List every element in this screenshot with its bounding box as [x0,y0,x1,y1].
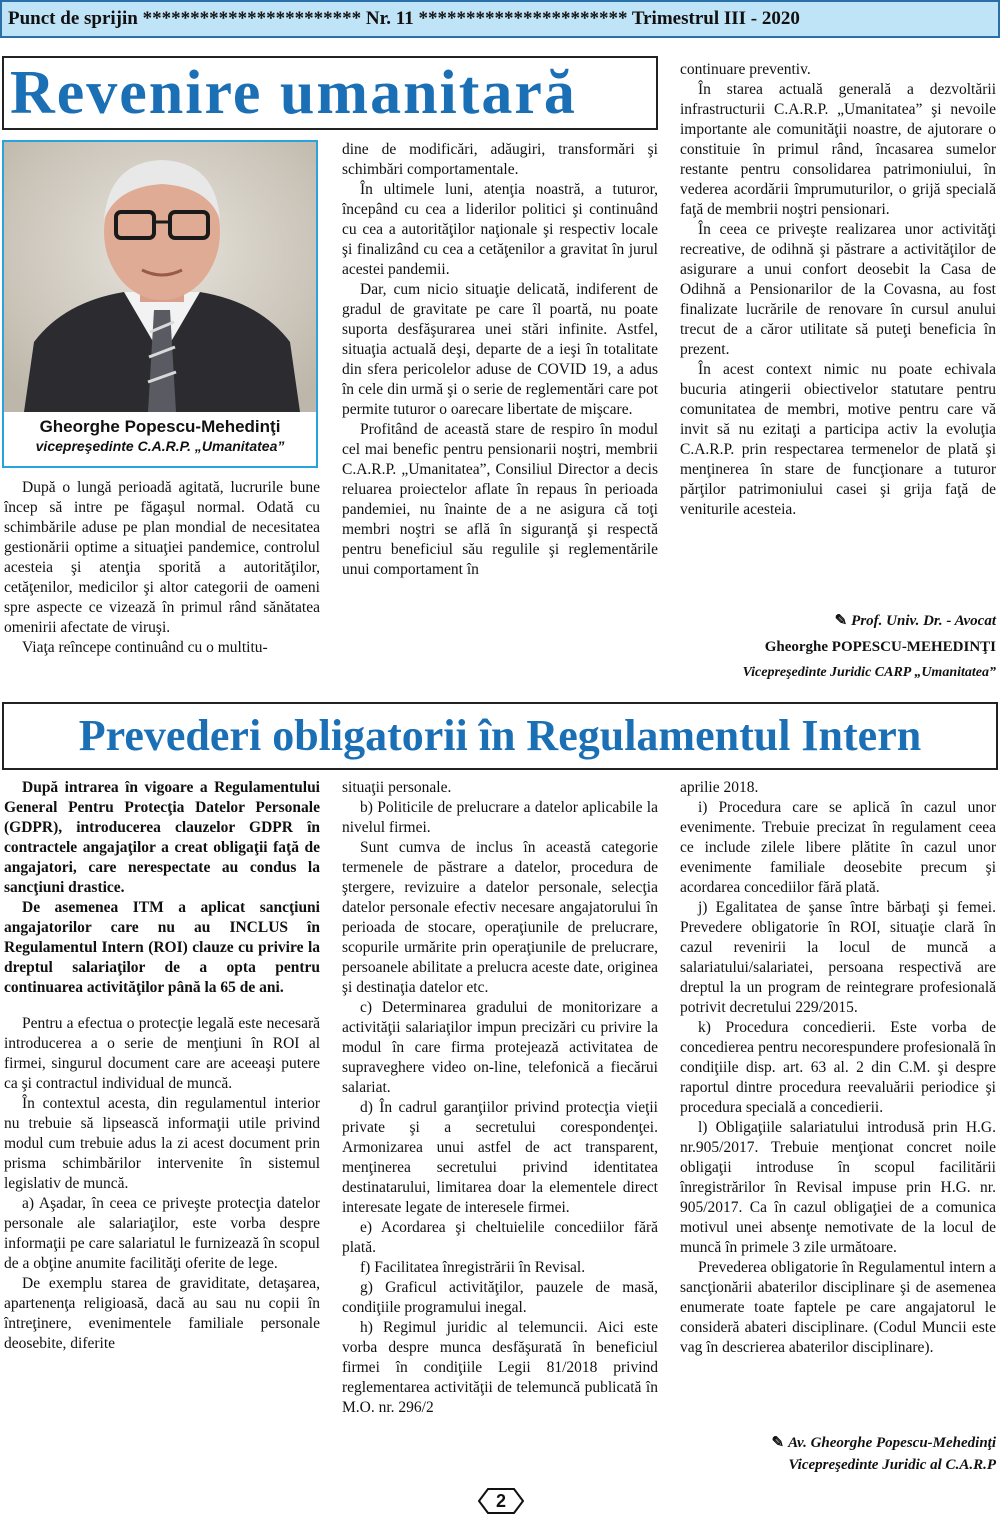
paragraph: c) Determinarea gradului de monitorizare a activităţii salariaţilor impun precizări cu privire la modul în care firma protejează activitatea de supraveghere video on-line, telefonică a fiecărui salariat. [342,999,658,1096]
paragraph: În ultimele luni, atenţia noastră, a tuturor, începând cu cea a liderilor politici şi continuând cu cea a autorităţilor naţionale şi respectiv locale şi finalizând cu cea a cetăţenilor a gravitat în jurul acestei pandemii. [342,181,658,278]
article1-title-box [2,56,658,130]
paragraph: a) Aşadar, în ceea ce priveşte protecţia datelor personale ale salariaţilor, este vorba despre informaţii pe care salariatul le furnizează în scopul de a obţine anumite facilităţi oferite de lege. [4,1195,320,1272]
paragraph: În starea actuală generală a dezvoltării infrastructurii C.A.R.P. „Umanitatea” şi nevoile importante ale comunităţii noastre, de ajutorare o constituie în primul rând, încasarea sumelor restante pentru consolidarea patrimoniului, în vederea acordării împrumuturilor, o grijă specială faţă de membrii noştri pensionari. [680,81,996,218]
paragraph: După o lungă perioadă agitată, lucrurile bune încep să intre pe făgaşul normal. Odată cu schimbările aduse pe plan mondial de necesitatea gestionării optime a situaţiei pandemice, controlul acesteia şi atenţia sporită a autorităţilor, cetăţenilor, medicilor şi altor categorii de oameni spre aspecte ce vizează în primul rând sănătatea omenirii afectate de viruşi. [4,479,320,636]
pen-nib-icon: ✎ [834,613,848,629]
signature-role-line: Vicepreşedinte Juridic CARP „Umanitatea” [742,665,996,680]
article2-title-box [2,702,998,770]
paragraph: b) Politicile de prelucrare a datelor aplicabile la nivelul firmei. [342,799,658,836]
paragraph: dine de modificări, adăugiri, transformări şi schimbări comportamentale. [342,141,658,178]
page-number-badge [478,1488,524,1514]
caption-name: Gheorghe Popescu-Mehedinţi [39,417,281,436]
paragraph: continuare preventiv. [680,61,811,78]
issue-header: Punct de sprijin *********************** Nr. 11 ********************** Trimestrul III - 2020 [0,0,1000,38]
paragraph: aprilie 2018. [680,779,759,796]
paragraph: situaţii personale. [342,779,452,796]
paragraph: h) Regimul juridic al telemuncii. Aici este vorba despre munca desfăşurată în beneficiul firmei în condiţiile Legii 81/2018 privind reglementarea activităţii de telemuncă publicată în M.O. nr. 296/2 [342,1319,658,1416]
paragraph: În contextul acesta, din regulamentul interior nu trebuie să lipsească informaţii utile privind modul cum trebuie adus la zi acest document prin prisma schimbărilor intervenite în sistemul legislativ de muncă. [4,1095,320,1192]
paragraph: Profitând de această stare de respiro în modul cel mai benefic pentru pensionarii noştri, membrii C.A.R.P. „Umanitatea”, Consiliul Director a decis reluarea proiectelor aflate în repaus în perioada pandemiei, nu înainte de a ne asigura că toţi membri noştri se află în siguranţă şi respectă pentru beneficiul său regulile şi reglementările unui comportament în [342,421,658,578]
article2-column-3 [680,778,996,1430]
signature-name-line: Gheorghe POPESCU-MEHEDINŢI [764,639,996,655]
caption-role: vicepreşedinte C.A.R.P. „Umanitatea” [35,438,285,454]
article1-signature [680,608,996,692]
article1-column-1 [4,478,320,688]
paragraph: De exemplu starea de graviditate, detaşarea, apartenenţa religioasă, dacă au sau nu copii în întreţinere, evenimentele familiale personale deosebite, diferite [4,1275,320,1352]
article1-column-2 [342,140,658,690]
paragraph: Prevederea obligatorie în Regulamentul intern a sancţionării abaterilor disciplinare şi de asemenea enumerate toate faptele pe care angajatorul le consideră abateri disciplinare. (Codul Muncii este vag în descrierea abaterilor disciplinare). [680,1259,996,1356]
paragraph: j) Egalitatea de şanse între bărbaţi şi femei. Prevedere obligatorie în ROI, situaţie clară în cazul revenirii la locul de muncă a salariatului/salariatei, persoana respectivă are dreptul la un program de reintegrare profesională potrivit decretului 229/2015. [680,899,996,1016]
signature-name-line: ✎ Av. Gheorghe Popescu-Mehedinţi [680,1432,996,1454]
paragraph: Viaţa reîncepe continuând cu o multitu- [22,639,268,656]
paragraph: k) Procedura concedierii. Este vorba de concedierea pentru necorespundere profesională în condiţiile disp. art. 63 al. 2 din C.M. şi despre raportul dintre procedura reevaluării periodice şi procedura specială a concedierii. [680,1019,996,1116]
paragraph: În ceea ce priveşte realizarea unor activităţi recreative, de odihnă şi păstrare a activităţilor de asigurare a unui confort deosebit la Casa de Odihnă a Pensionarilor de la Covasna, au fost finalizate lucrările de renovare în cursul anului trecut de a căror utilitate să puteţi beneficia în prezent. [680,221,996,358]
paragraph: d) În cadrul garanţiilor privind protecţia vieţii private şi a secretului corespondenţei. Armonizarea unui astfel de act transparent, menţinerea secretului privind identitatea destinatarului, limitarea doar la elementele direct interesate legate de interesele firmei. [342,1099,658,1216]
paragraph: În acest context nimic nu poate echivala bucuria atingerii obiectivelor statutare pentru comunitatea de membri, motive pentru care vă invit să nu ezitaţi a participa activ la evoluţia C.A.R.P. prin respectarea termenelor de plată şi menţinerea în stare de funcţionare a tuturor părţilor patrimoniului casei şi grija faţă de veniturile acesteia. [680,361,996,518]
article2-column-1 [4,778,320,1478]
article1-title: Revenire umanitară [10,59,577,127]
paragraph: i) Procedura care se aplică în cazul unor evenimente. Trebuie precizat în regulament ceea ce include zilele libere plătite în cazul unor evenimente familiale deosebite precum şi acordarea concediilor fără plată. [680,799,996,896]
pen-nib-icon: ✎ [771,1435,785,1451]
article2-title: Prevederi obligatorii în Regulamentul Intern [78,711,922,760]
article2-signature [680,1432,996,1484]
paragraph: g) Graficul activităţilor, pauzele de masă, condiţiile programului inegal. [342,1279,658,1316]
paragraph: Dar, cum nicio situaţie delicată, indiferent de gradul de gravitate pe care îl poartă, nu poate suporta desfăşurarea unei stări infinite. Astfel, situaţia actuală deşi, departe de a ieşi în totalitate din sfera pericolelor aduse de COVID 19, a adus în cele din urmă şi o serie de reglementări care pot permite tuturor o oarecare libertate de mişcare. [342,281,658,418]
paragraph: l) Obligaţiile salariatului introdusă prin H.G. nr.905/2017. Trebuie menţionat concret noile obligaţii introduse în scopul facilitării înregistrărilor în Revisal impuse prin H.G. nr. 905/2017. Ca în cazul obligaţiei de a comunica motivul unei absenţe nemotivate de la locul de muncă în primele 3 zile următoare. [680,1119,996,1256]
signature-role-line: Vicepreşedinte Juridic al C.A.R.P [788,1457,996,1473]
paragraph: e) Acordarea şi cheltuielile concediilor fără plată. [342,1219,658,1256]
portrait-caption [4,412,316,468]
article2-column-2 [342,778,658,1484]
portrait-photo [4,142,318,412]
paragraph: Sunt cumva de inclus în această categorie termenele de păstrare a datelor, procedura de ştergere, revizuire a datelor personale, selecţia datelor personale efectiv necesare angajatorului în perioada de stocare, operaţiunile de prelucrare, scopurile urmărite prin operaţiunile de prelucrare, persoanele abilitate a prelucra aceste date, originea şi destinaţia datelor etc. [342,839,658,996]
lead-paragraph: De asemenea ITM a aplicat sancţiuni angajatorilor care nu au INCLUS în Regulamentul Intern (ROI) clauze cu privire la dreptul salariaţilor de a opta pentru continuarea activităţilor până la 65 de ani. [4,899,320,996]
paragraph: Pentru a efectua o protecţie legală este necesară introducerea a o serie de menţiuni în ROI al firmei, singurul document care are aceeaşi putere ca şi contractul individual de muncă. [4,1015,320,1092]
paragraph: f) Facilitatea înregistrării în Revisal. [360,1259,586,1276]
lead-paragraph: După intrarea în vigoare a Regulamentului General Pentru Protecţia Datelor Personale (GDPR), introducerea clauzelor GDPR în contractele angajaţilor a creat obligaţii faţă de angajatori, care nerespectate au condus la sancţiuni drastice. [4,779,320,896]
author-portrait [2,140,318,468]
signature-title-line: ✎ Prof. Univ. Dr. - Avocat [680,608,996,634]
page-number: 2 [495,1491,506,1511]
article1-column-3 [680,60,996,606]
